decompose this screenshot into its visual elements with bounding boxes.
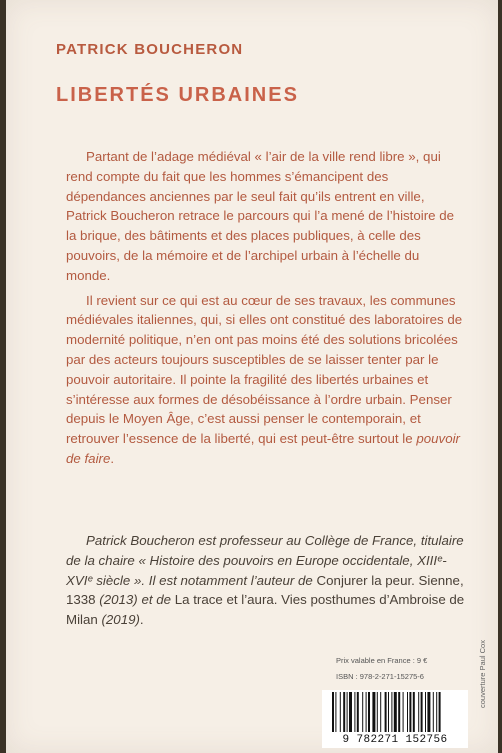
barcode-bar — [366, 692, 367, 732]
author-bio — [66, 531, 466, 630]
author-name: PATRICK BOUCHERON — [56, 41, 244, 58]
bio-year1: (2013) — [99, 592, 138, 608]
blurb — [66, 147, 466, 474]
barcode-bar — [340, 692, 341, 732]
barcode-bars — [330, 692, 460, 734]
barcode-bar — [391, 692, 392, 732]
book-title: LIBERTÉS URBAINES — [56, 84, 299, 106]
bio-book1: Conjurer la peur. Sienne, 1338 — [66, 572, 464, 608]
barcode-bar — [421, 692, 423, 732]
barcode-bar — [403, 692, 404, 732]
blurb-paragraph-2-text: Il revient sur ce qui est au cœur de ses travaux, les communes médiévales italiennes, qui, si elles ont constitué des laboratoires de modernité politique, n’en ont pas moins été des solutions bricolées par des acteurs toujours susceptibles de se laisser tenter par le pouvoir autoritaire. Il pointe la fragilité des libertés urbaines et s’intéresse aux formes de désobéissance à l’ordre urbain. Penser depuis le Moyen Âge, c’est aussi penser le contemporain, et retrouver l’essence de la liberté, qui est peut-être surtout le — [66, 292, 463, 447]
barcode-bar — [380, 692, 381, 732]
barcode-bar — [436, 692, 437, 732]
cover-credit: couverture Paul Cox — [478, 640, 487, 708]
barcode-digits: 9 782271 152756 — [342, 734, 448, 746]
barcode-bar — [385, 692, 387, 732]
barcode-bar — [362, 692, 363, 732]
bio-part1: Patrick Boucheron est professeur au Collège de France, titulaire de la chaire « Histoire des pouvoirs en Europe occidentale, XIIIᵉ-XVIᵉ siècle ». Il est notamment l’auteur de — [66, 533, 464, 588]
barcode — [322, 690, 468, 748]
barcode-bar — [332, 692, 334, 732]
barcode-bar — [372, 692, 375, 732]
barcode-bar — [357, 692, 359, 732]
barcode-bar — [394, 692, 397, 732]
barcode-bar — [377, 692, 378, 732]
blurb-paragraph-1: Partant de l’adage médiéval « l’air de la ville rend libre », qui rend compte du fait que les hommes s’émancipent des dépendances anciennes par le seul fait qu’ils entrent en ville, Patrick Boucheron retrace le parcours qui l’a mené de l’histoire de la brique, des bâtiments et des places publiques, à celle des pouvoirs, de la mémoire et de l’archipel urbain à l’échelle du monde. — [66, 149, 455, 283]
barcode-bar — [418, 692, 419, 732]
barcode-bar — [407, 692, 408, 732]
barcode-bar — [368, 692, 370, 732]
barcode-bar — [354, 692, 355, 732]
isbn-label: ISBN : 978-2-271-15275-6 — [336, 672, 424, 681]
barcode-bar — [433, 692, 434, 732]
barcode-bar — [343, 692, 345, 732]
bio-part2: et de — [141, 592, 172, 608]
barcode-bar — [409, 692, 411, 732]
bio-end: . — [139, 612, 144, 628]
barcode-bar — [413, 692, 415, 732]
barcode-bar — [398, 692, 400, 732]
blurb-italic-phrase: pouvoir de faire — [66, 431, 460, 466]
barcode-bar — [427, 692, 430, 732]
blurb-paragraph-2 — [66, 291, 466, 469]
bio-year2: (2019) — [101, 612, 140, 628]
barcode-bar — [425, 692, 426, 732]
barcode-bar — [335, 692, 336, 732]
barcode-bar — [349, 692, 352, 732]
barcode-bar — [388, 692, 389, 732]
blurb-end-punct: . — [110, 450, 115, 466]
bio-book2: La trace et l’aura. Vies posthumes d’Ambroise de Milan — [66, 592, 465, 628]
barcode-bar — [347, 692, 348, 732]
barcode-bar — [439, 692, 441, 732]
book-back-cover — [6, 0, 498, 753]
price-label: Prix valable en France : 9 € — [336, 656, 428, 665]
